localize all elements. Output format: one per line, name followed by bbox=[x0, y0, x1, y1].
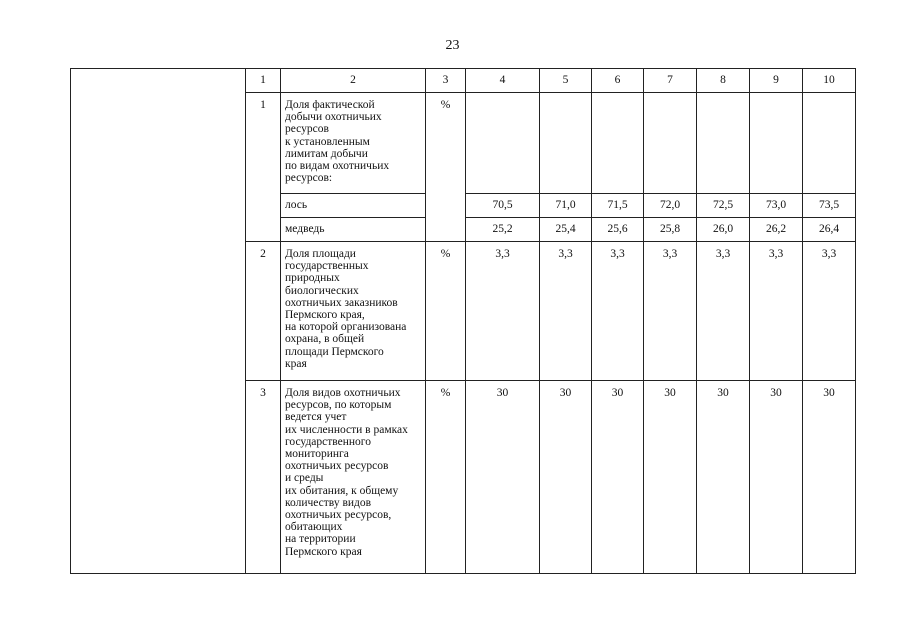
empty-cell bbox=[697, 93, 750, 194]
value-cell: 26,0 bbox=[697, 218, 750, 242]
empty-cell bbox=[750, 93, 803, 194]
value-cell: 3,3 bbox=[466, 242, 540, 381]
value-cell: 25,2 bbox=[466, 218, 540, 242]
value-cell: 30 bbox=[803, 381, 856, 574]
subrow-label: медведь bbox=[281, 218, 426, 242]
indicator-text bbox=[281, 242, 426, 381]
value-cell: 30 bbox=[697, 381, 750, 574]
header-cell: 3 bbox=[426, 69, 466, 93]
header-cell: 6 bbox=[592, 69, 644, 93]
row-number: 2 bbox=[246, 242, 281, 381]
indicator-text bbox=[281, 93, 426, 194]
header-cell: 1 bbox=[246, 69, 281, 93]
unit-cell: % bbox=[426, 93, 466, 242]
value-cell: 71,0 bbox=[540, 194, 592, 218]
value-cell: 72,5 bbox=[697, 194, 750, 218]
header-cell: 4 bbox=[466, 69, 540, 93]
value-cell: 25,6 bbox=[592, 218, 644, 242]
value-cell: 30 bbox=[466, 381, 540, 574]
value-cell: 3,3 bbox=[644, 242, 697, 381]
value-cell: 3,3 bbox=[803, 242, 856, 381]
value-cell: 73,0 bbox=[750, 194, 803, 218]
header-cell: 10 bbox=[803, 69, 856, 93]
value-cell: 73,5 bbox=[803, 194, 856, 218]
header-cell: 9 bbox=[750, 69, 803, 93]
subrow-label: лось bbox=[281, 194, 426, 218]
value-cell: 25,8 bbox=[644, 218, 697, 242]
value-cell: 30 bbox=[644, 381, 697, 574]
value-cell: 72,0 bbox=[644, 194, 697, 218]
empty-cell bbox=[803, 93, 856, 194]
indicators-table bbox=[70, 68, 856, 574]
value-cell: 70,5 bbox=[466, 194, 540, 218]
value-cell: 3,3 bbox=[540, 242, 592, 381]
header-row bbox=[71, 69, 856, 93]
value-cell: 71,5 bbox=[592, 194, 644, 218]
header-cell: 5 bbox=[540, 69, 592, 93]
header-cell: 7 bbox=[644, 69, 697, 93]
header-cell: 2 bbox=[281, 69, 426, 93]
page-number: 23 bbox=[445, 38, 460, 53]
value-cell: 3,3 bbox=[750, 242, 803, 381]
empty-cell bbox=[540, 93, 592, 194]
value-cell: 30 bbox=[540, 381, 592, 574]
row-number: 1 bbox=[246, 93, 281, 242]
indicator-text-content: Доля площади государственных природных биологических охотничьих заказников Пермского края, на которой организована охрана, в общей площади Пермского края bbox=[285, 248, 407, 370]
unit-cell: % bbox=[426, 242, 466, 381]
value-cell: 3,3 bbox=[697, 242, 750, 381]
indicator-text bbox=[281, 381, 426, 574]
value-cell: 25,4 bbox=[540, 218, 592, 242]
value-cell: 3,3 bbox=[592, 242, 644, 381]
indicator-text-content: Доля видов охотничьих ресурсов, по которым ведется учет их численности в рамках государственного мониторинга охотничьих ресурсов и среды их обитания, к общему количеству видов охотничьих ресурсов, обитающих на территории Пермского края bbox=[285, 387, 408, 558]
header-cell: 8 bbox=[697, 69, 750, 93]
empty-cell bbox=[644, 93, 697, 194]
row-number: 3 bbox=[246, 381, 281, 574]
empty-cell bbox=[466, 93, 540, 194]
value-cell: 26,4 bbox=[803, 218, 856, 242]
left-margin-cell bbox=[71, 69, 246, 574]
empty-cell bbox=[592, 93, 644, 194]
value-cell: 30 bbox=[592, 381, 644, 574]
value-cell: 26,2 bbox=[750, 218, 803, 242]
value-cell: 30 bbox=[750, 381, 803, 574]
unit-cell: % bbox=[426, 381, 466, 574]
indicator-text-content: Доля фактической добычи охотничьих ресурсов к установленным лимитам добычи по видам охотничьих ресурсов: bbox=[285, 99, 390, 185]
